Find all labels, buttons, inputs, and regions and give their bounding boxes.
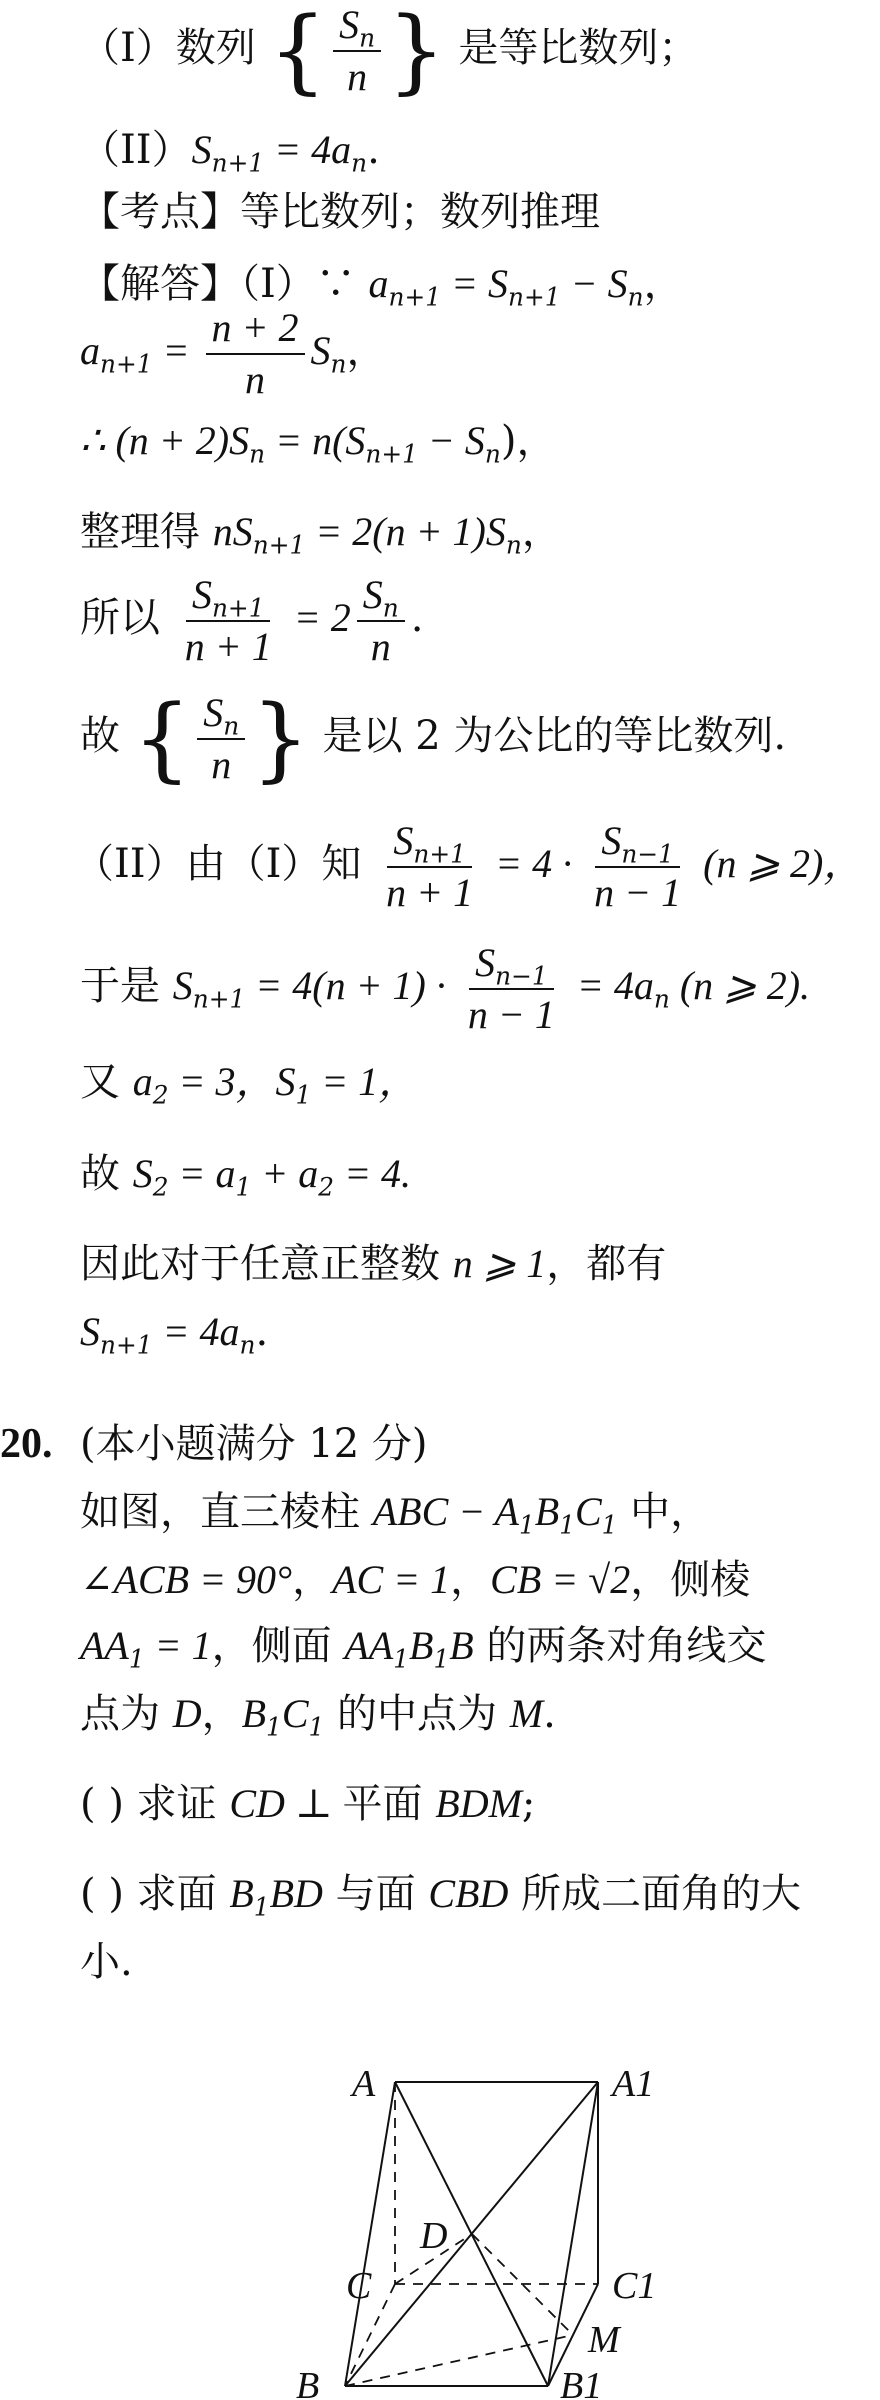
q20-p1-m2: BDM	[435, 1781, 522, 1826]
frac-num-sub: n	[359, 23, 376, 53]
gu-fraction	[197, 690, 245, 788]
zhengli-end: ，	[521, 509, 562, 555]
label-c1: C1	[612, 2265, 657, 2307]
gu-left-brace: {	[132, 685, 192, 792]
frac-den: n	[347, 54, 368, 99]
final-end: .	[255, 1309, 269, 1355]
q20-p2-m1b: BD	[269, 1871, 323, 1916]
therefore-s3: n	[484, 439, 501, 469]
q20-l4-s2: 1	[308, 1712, 325, 1742]
gu-prefix: 故	[80, 713, 120, 759]
frac-num: S	[339, 2, 360, 47]
step-final-line	[80, 1308, 269, 1360]
part2-rhs: = 4a	[264, 127, 352, 172]
part2-num-sub: n+1	[413, 839, 466, 869]
yinci-suffix: ，都有	[546, 1241, 667, 1287]
therefore-t4: )，	[500, 418, 557, 464]
jieda-a: a	[368, 261, 389, 306]
gu2-s2: 1	[235, 1172, 252, 1202]
final-s2: n	[239, 1330, 256, 1360]
q20-l4-m2b: C	[281, 1691, 309, 1736]
yushi-den: n − 1	[467, 992, 555, 1037]
yushi-num-sub: n−1	[495, 961, 548, 991]
edge-a-b1	[395, 2082, 548, 2386]
therefore-t2: = n(S	[265, 418, 366, 463]
suoyi-num2: S	[362, 572, 383, 617]
suoyi-frac2	[357, 572, 405, 670]
gu-suffix: 是以 2 为公比的等比数列.	[322, 713, 787, 759]
q20-l3-s2: 1	[393, 1644, 410, 1674]
label-b: B	[296, 2365, 320, 2400]
step-a-rhs: S	[310, 328, 331, 373]
q20-l4-m1: D	[172, 1691, 202, 1736]
q20-l3-s3: 1	[433, 1644, 450, 1674]
q20-part2-cont	[80, 1938, 133, 1986]
step-a-end: ，	[346, 328, 387, 374]
gu2-prefix: 故	[80, 1151, 133, 1197]
part2-frac2	[588, 818, 687, 916]
step-zhengli-line	[80, 508, 562, 560]
jieda-a-sub: n+1	[388, 282, 442, 312]
q20-l3-m2c: B	[449, 1623, 474, 1668]
you-s2: 1	[295, 1080, 312, 1110]
right-brace: }	[387, 0, 446, 104]
label-c: C	[346, 2265, 372, 2307]
yushi-prefix: 于是	[80, 963, 173, 1009]
you-t1: a	[132, 1059, 153, 1104]
q20-l3-m1b: = 1	[144, 1623, 212, 1668]
step-gu-line	[80, 685, 787, 792]
zhengli-prefix: 整理得	[80, 509, 213, 555]
left-brace: {	[268, 0, 328, 104]
edge-a1-b1	[548, 2082, 598, 2386]
part1-statement	[80, 0, 699, 104]
label-a: A	[352, 2063, 376, 2105]
gu-num: S	[203, 690, 224, 735]
q20-l1-s1: 1	[518, 1510, 535, 1540]
step-a-den: n	[245, 357, 266, 402]
part1-prefix: （I）数列	[80, 25, 256, 71]
part2-mid: = 4 ·	[485, 841, 583, 886]
q20-p1-t1: ( ) 求证	[80, 1781, 230, 1827]
q20-l1-s3: 1	[601, 1510, 618, 1540]
part2-den2: n − 1	[594, 870, 682, 915]
q20-p2-m2: CBD	[428, 1871, 509, 1916]
q20-p1-m1: CD ⊥	[229, 1781, 343, 1826]
label-a1: A1	[612, 2063, 655, 2105]
edge-a1-b	[345, 2082, 598, 2386]
q20-l1-math: ABC − A	[372, 1489, 519, 1534]
hidden-c-b	[345, 2284, 395, 2386]
step-gu2-line	[80, 1150, 412, 1202]
part2-cond: (n ⩾ 2)，	[693, 841, 864, 886]
part2-den: n + 1	[386, 870, 474, 915]
q20-p2-t2: 与面	[322, 1871, 429, 1917]
step-you-line	[80, 1058, 419, 1110]
gu-den: n	[211, 742, 232, 787]
suoyi-den2: n	[370, 624, 391, 669]
jieda-label: 【解答】（I）∵	[80, 261, 369, 307]
q20-l2-t3: ，侧棱	[630, 1557, 751, 1603]
yushi-t1: S	[172, 963, 193, 1008]
edge-a-b	[345, 2082, 395, 2386]
q20-line4	[80, 1690, 556, 1742]
q20-l4-m3: M	[509, 1691, 544, 1736]
you-t2: = 3，S	[168, 1059, 296, 1104]
therefore-t1: ∴ (n + 2)S	[80, 418, 250, 463]
label-b1: B1	[560, 2365, 603, 2400]
suoyi-end: .	[410, 595, 424, 641]
hidden-c-d	[395, 2234, 472, 2284]
jieda-s2-sub: n	[627, 282, 644, 312]
step-yushi-line	[80, 940, 810, 1038]
label-d: D	[420, 2215, 448, 2257]
q20-line3	[80, 1622, 767, 1674]
q20-l3-m1: AA	[80, 1623, 129, 1668]
yushi-t3: = 4a	[566, 963, 654, 1008]
part2-rhs-sub: n	[351, 148, 368, 178]
q20-l4-s1: 1	[266, 1712, 282, 1742]
gu2-t3: + a	[251, 1151, 319, 1196]
step-a-num: n + 2	[206, 305, 305, 355]
suoyi-prefix: 所以	[80, 595, 173, 641]
q20-l3-t1: ，侧面	[211, 1623, 345, 1669]
gu-right-brace: }	[251, 685, 310, 792]
edge-c1-b1	[548, 2284, 598, 2386]
q20-l3-m2: AA	[344, 1623, 394, 1668]
q20-l2-m2: AC = 1	[332, 1557, 451, 1602]
you-prefix: 又	[80, 1059, 133, 1105]
part2-end: .	[367, 127, 380, 173]
q20-header	[80, 1420, 428, 1468]
step-a-rhs-sub: n	[330, 349, 347, 379]
kaodian-text: 【考点】等比数列；数列推理	[80, 189, 600, 235]
step-a-eq: =	[152, 328, 200, 373]
therefore-t3: − S	[417, 418, 485, 463]
step-yinci-line	[80, 1240, 666, 1288]
hidden-b-m	[345, 2335, 573, 2386]
q20-part1	[80, 1780, 535, 1828]
q20-l3-m2b: B	[409, 1623, 434, 1668]
therefore-s1: n	[249, 439, 266, 469]
yushi-cond: (n ⩾ 2).	[669, 963, 811, 1008]
q20-line1	[80, 1488, 711, 1540]
final-t2: = 4a	[152, 1309, 240, 1354]
q20-l2-t2: ，	[450, 1557, 491, 1603]
gu2-t4: = 4.	[334, 1151, 412, 1196]
yushi-frac	[462, 940, 561, 1038]
part1-suffix: 是等比数列；	[458, 25, 699, 71]
kaodian-line	[80, 188, 600, 236]
zhengli-t2: = 2(n + 1)S	[305, 509, 506, 554]
q20-l1-b: 中，	[617, 1489, 711, 1535]
suoyi-den: n + 1	[184, 624, 272, 669]
part2-lhs: S	[191, 127, 212, 172]
part2-statement	[80, 126, 380, 178]
step-a-line	[80, 305, 387, 403]
q20-l4-t2: ，	[201, 1691, 242, 1737]
part2-lhs-sub: n+1	[211, 148, 265, 178]
you-s1: 2	[152, 1080, 169, 1110]
step-part2-line	[74, 818, 864, 916]
q20-header-text: (本小题满分 12 分)	[80, 1421, 428, 1467]
q20-p1-t2: 平面	[342, 1781, 436, 1827]
hidden-d-m	[472, 2234, 573, 2335]
q20-l1-m2: B	[534, 1489, 560, 1534]
q20-l4-t4: .	[543, 1691, 556, 1737]
yinci-prefix: 因此对于任意正整数	[80, 1241, 453, 1287]
q20-p2-t1: ( ) 求面	[80, 1871, 230, 1917]
q20-part2	[80, 1870, 802, 1922]
q20-l3-s1: 1	[128, 1644, 145, 1674]
q20-l1-s2: 1	[559, 1510, 575, 1540]
part2-num: S	[393, 818, 414, 863]
step-a-lhs-sub: n+1	[100, 349, 153, 379]
gu2-t2: = a	[168, 1151, 236, 1196]
zhengli-s2: n	[505, 530, 522, 560]
q20-l1-a: 如图，直三棱柱	[80, 1489, 373, 1535]
jieda-end: ，	[643, 261, 684, 307]
gu2-s1: 2	[152, 1172, 169, 1202]
label-m: M	[588, 2319, 620, 2361]
step-a-fraction	[206, 305, 305, 403]
therefore-s2: n+1	[365, 439, 418, 469]
yushi-s3: n	[653, 984, 670, 1014]
gu2-t1: S	[132, 1151, 153, 1196]
q20-p2-t3: 所成二面角的大	[508, 1871, 802, 1917]
suoyi-frac1	[179, 572, 278, 670]
yushi-s1: n+1	[192, 984, 246, 1014]
part2-solve-prefix: （II）由（I）知	[74, 841, 375, 887]
q20-l4-m2: B	[241, 1691, 267, 1736]
part2-num2: S	[601, 818, 622, 863]
final-s1: n+1	[100, 1330, 153, 1360]
q20-l4-t1: 点为	[80, 1691, 173, 1737]
suoyi-num2-sub: n	[382, 593, 399, 623]
q20-p1-t3: ;	[521, 1781, 536, 1827]
you-t3: = 1，	[311, 1059, 419, 1104]
part2-prefix: （II）	[80, 127, 192, 173]
suoyi-num-sub: n+1	[211, 593, 265, 623]
question-number: 20.	[0, 1421, 53, 1467]
zhengli-s1: n+1	[252, 530, 306, 560]
part2-num2-sub: n−1	[621, 839, 674, 869]
jieda-minus: − S	[560, 261, 628, 306]
step-suoyi-line	[80, 572, 423, 670]
final-t1: S	[80, 1309, 100, 1354]
gu-num-sub: n	[223, 711, 240, 741]
yushi-num: S	[475, 940, 496, 985]
step-a-lhs: a	[80, 328, 100, 373]
jieda-line	[80, 260, 684, 312]
yushi-t2: = 4(n + 1) ·	[245, 963, 456, 1008]
jieda-eq: = S	[441, 261, 509, 306]
q20-l3-t2: 的两条对角线交	[473, 1623, 767, 1669]
step-therefore-line	[80, 417, 557, 469]
jieda-s1-sub: n+1	[508, 282, 561, 312]
q20-l2-m1: ∠ACB = 90°	[80, 1557, 293, 1602]
part2-frac1	[380, 818, 479, 916]
fraction-sn-over-n	[333, 2, 381, 100]
q20-p3: 小.	[80, 1939, 133, 1985]
gu2-s3: 2	[318, 1172, 335, 1202]
zhengli-t1: nS	[212, 509, 253, 554]
q20-p2-m1: B	[229, 1871, 254, 1916]
q20-l2-t1: ，	[292, 1557, 333, 1603]
suoyi-num: S	[191, 572, 212, 617]
q20-line2	[80, 1556, 750, 1604]
q20-p2-s1: 1	[253, 1892, 270, 1922]
q20-l1-m3: C	[574, 1489, 602, 1534]
suoyi-mid: = 2	[283, 595, 351, 640]
yinci-math: n ⩾ 1	[452, 1241, 547, 1286]
q20-l2-m3: CB = √2	[490, 1557, 631, 1602]
q20-l4-t3: 的中点为	[324, 1691, 510, 1737]
